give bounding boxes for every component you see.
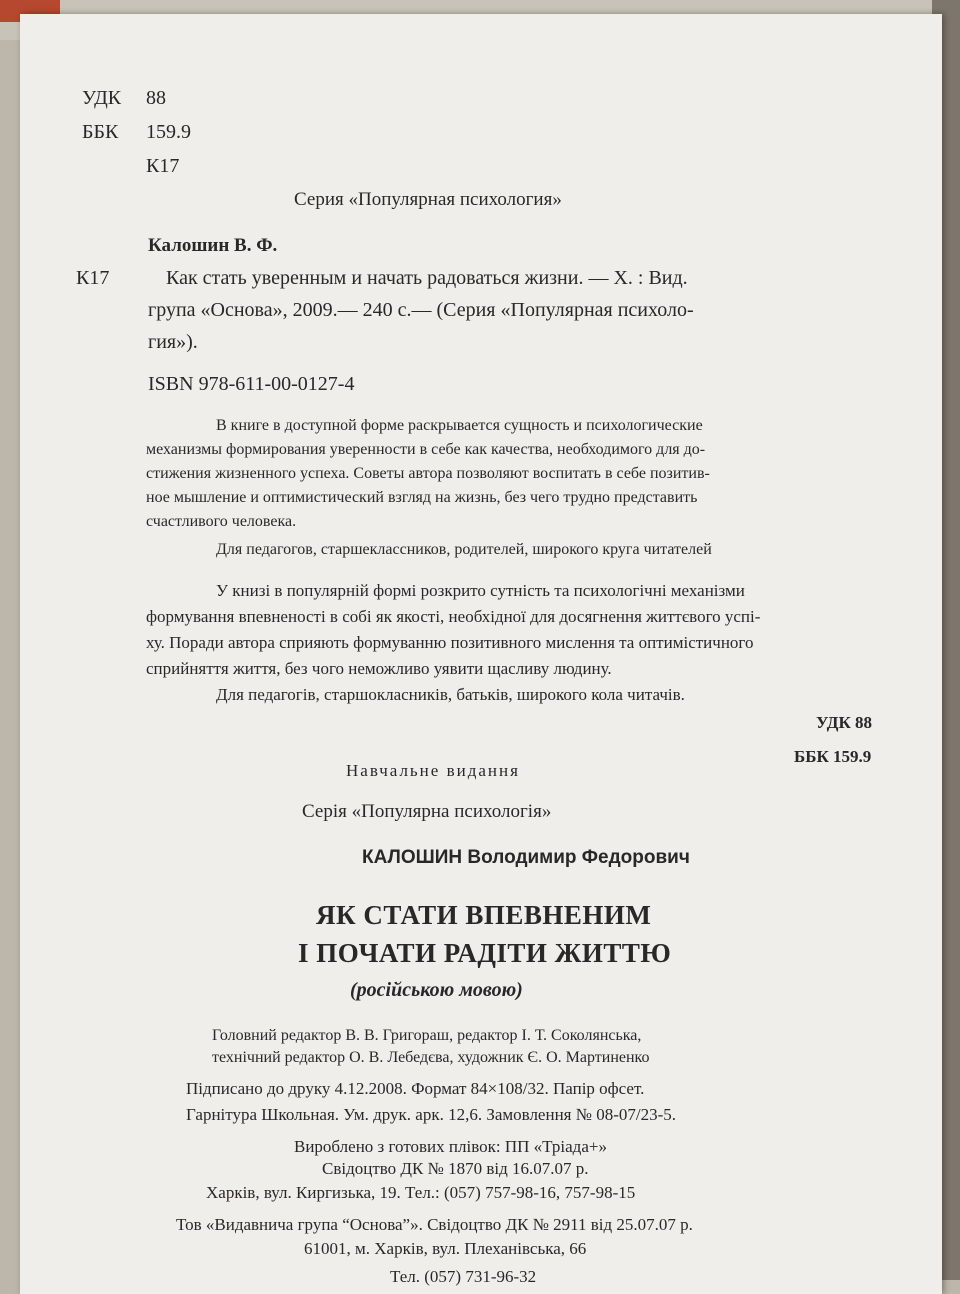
bbk-right: ББК 159.9 <box>794 747 872 766</box>
abstract-ru-line-4: ное мышление и оптимистический взгляд на жизнь, без чего трудно представить <box>146 489 698 506</box>
abstract-uk-line-1: У книзі в популярній формі розкрито сутність та психологічні механізми <box>216 581 745 600</box>
isbn: ISBN 978-611-00-0127-4 <box>148 373 355 395</box>
abstract-uk-audience: Для педагогів, старшокласників, батьків, широкого кола читачів. <box>216 685 685 704</box>
edition-type: Навчальне видання <box>346 761 520 780</box>
language-note: (російською мовою) <box>350 979 523 1001</box>
udk-value: 88 <box>146 87 166 109</box>
producer-line-1: Вироблено з готових плівок: ПП «Тріада+» <box>294 1137 607 1156</box>
publisher-line-2: 61001, м. Харків, вул. Плеханівська, 66 <box>304 1239 587 1258</box>
bib-mark: К17 <box>76 267 110 289</box>
udk-right: УДК 88 <box>816 713 873 732</box>
udk-label: УДК <box>82 87 122 109</box>
abstract-ru-line-2: механизмы формирования уверенности в себе как качества, необходимого для до- <box>146 441 706 458</box>
author-full: КАЛОШИН Володимир Федорович <box>362 847 690 868</box>
bbk-label: ББК <box>82 121 119 143</box>
credits-line-2: технічний редактор О. В. Лебедєва, художник Є. О. Мартиненко <box>212 1049 650 1066</box>
abstract-ru-line-5: счастливого человека. <box>146 513 297 530</box>
abstract-uk-line-4: сприйняття життя, без чого неможливо уявити щасливу людину. <box>146 659 612 678</box>
abstract-ru-line-3: стижения жизненного успеха. Советы автора позволяют воспитать в себе позитив- <box>146 465 710 482</box>
bbk-value: 159.9 <box>146 121 191 143</box>
book-title-line-1: ЯК СТАТИ ВПЕВНЕНИМ <box>316 900 652 930</box>
series-ru: Серия «Популярная психология» <box>294 189 562 210</box>
producer-line-3: Харків, вул. Киргизька, 19. Тел.: (057) 757-98-16, 757-98-15 <box>206 1183 636 1202</box>
abstract-uk-line-2: формування впевненості в собі як якості, необхідної для досягнення життєвого успі- <box>146 607 761 626</box>
bib-line-1: Как стать уверенным и начать радоваться жизни. — Х. : Вид. <box>166 267 688 289</box>
print-info-line-1: Підписано до друку 4.12.2008. Формат 84×108/32. Папір офсет. <box>186 1079 645 1098</box>
abstract-ru-line-1: В книге в доступной форме раскрывается сущность и психологические <box>216 417 703 434</box>
book-page <box>20 14 942 1294</box>
abstract-uk-line-3: ху. Поради автора сприяють формуванню позитивного мислення та оптимістичного <box>146 633 754 652</box>
bib-line-3: гия»). <box>148 331 198 353</box>
publisher-line-1: Тов «Видавнича група “Основа”». Свідоцтво ДК № 2911 від 25.07.07 р. <box>176 1215 693 1234</box>
series-uk: Серія «Популярна психологія» <box>302 801 552 822</box>
author-mark: К17 <box>146 155 180 177</box>
bib-line-2: група «Основа», 2009.— 240 с.— (Серия «Популярная психоло- <box>148 299 694 321</box>
print-info-line-2: Гарнітура Школьная. Ум. друк. арк. 12,6. Замовлення № 08-07/23-5. <box>186 1105 677 1124</box>
book-title-line-2: І ПОЧАТИ РАДІТИ ЖИТТЮ <box>298 938 672 968</box>
abstract-ru-audience: Для педагогов, старшеклассников, родителей, широкого круга читателей <box>216 541 712 558</box>
publisher-line-3: Тел. (057) 731-96-32 <box>390 1267 537 1286</box>
bib-author: Калошин В. Ф. <box>148 235 278 256</box>
producer-line-2: Свідоцтво ДК № 1870 від 16.07.07 р. <box>322 1159 589 1178</box>
credits-line-1: Головний редактор В. В. Григораш, редактор І. Т. Соколянська, <box>212 1027 642 1044</box>
